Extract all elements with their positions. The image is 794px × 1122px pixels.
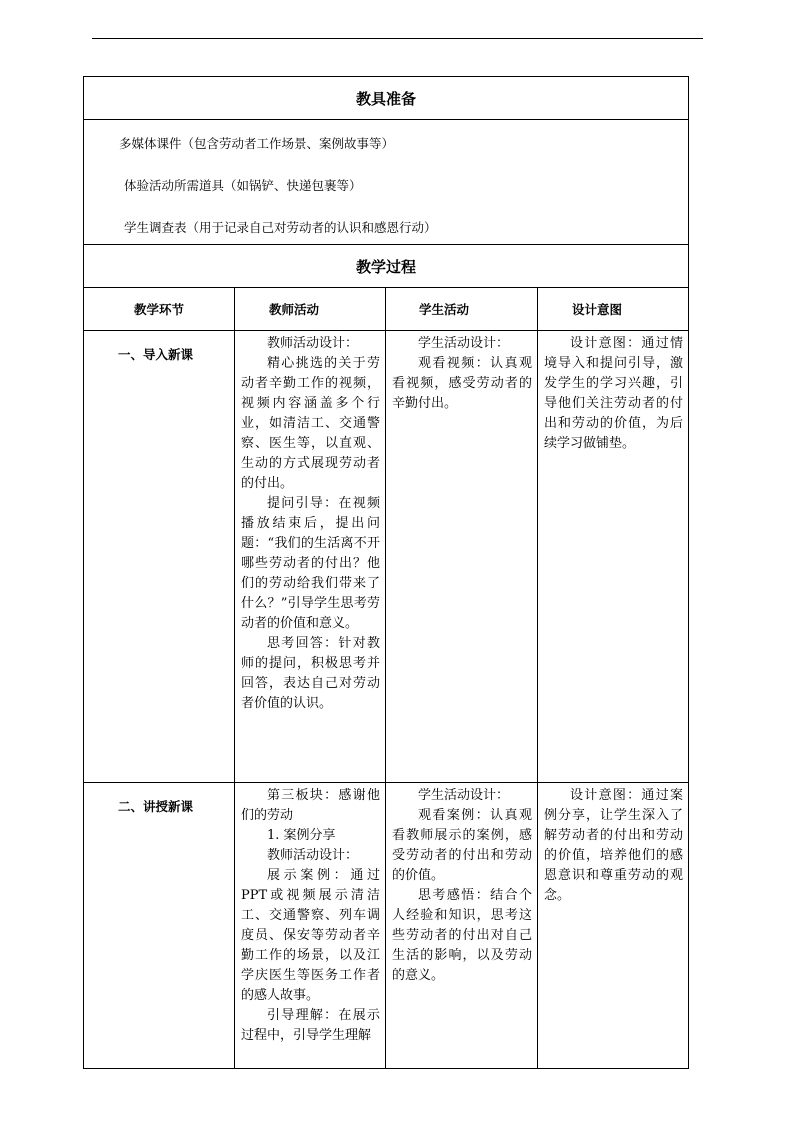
- paragraph: 教师活动设计：: [267, 336, 359, 351]
- col-header-student-label: 学生活动: [419, 302, 470, 317]
- teacher-activity-new: [235, 783, 386, 1069]
- stage-new: 二、讲授新课: [84, 783, 235, 1069]
- teacher-activity-intro: [235, 331, 386, 783]
- header-rule: [92, 38, 703, 39]
- table-row: [84, 331, 689, 783]
- col-header-teacher: [235, 288, 386, 331]
- prep-item-multimedia: 多媒体课件（包含劳动者工作场景、案例故事等）: [119, 136, 395, 151]
- paragraph: 精心挑选的关于劳动者辛勤工作的视频，视频内容涵盖多个行业，如清洁工、交通警察、医生等，以直观、生动的方式展现劳动者的付出。: [241, 356, 380, 491]
- col-header-stage: [84, 288, 235, 331]
- col-header-intent-label: 设计意图: [572, 302, 623, 317]
- paragraph: 观看案例：认真观看教师展示的案例，感受劳动者的付出和劳动的价值。: [392, 808, 532, 883]
- paragraph: 学生活动设计：: [418, 788, 510, 803]
- paragraph: 思考感悟：结合个人经验和知识，思考这些劳动者的付出对自己生活的影响，以及劳动的意义。: [392, 888, 532, 983]
- paragraph: 展示案例：通过PPT或视频展示清洁工、交通警察、列车调度员、保安等劳动者辛勤工作的场景，以及江学庆医生等医务工作者的感人故事。: [241, 868, 380, 1003]
- paragraph: 1. 案例分享: [267, 828, 336, 843]
- col-header-student: [386, 288, 538, 331]
- prep-title: 教具准备: [84, 77, 689, 120]
- paragraph: 思考回答：针对教师的提问，积极思考并回答，表达自己对劳动者价值的认识。: [241, 636, 380, 711]
- prep-item-props: 体验活动所需道具（如锅铲、快递包裹等）: [124, 178, 362, 193]
- paragraph: 设计意图：通过案例分享，让学生深入了解劳动者的付出和劳动的价值，培养他们的感恩意识和尊重劳动的观念。: [544, 788, 684, 903]
- prep-item-survey: 学生调查表（用于记录自己对劳动者的认识和感恩行动）: [124, 220, 437, 235]
- col-header-stage-label: 教学环节: [134, 302, 185, 317]
- design-intent-intro: [538, 331, 689, 783]
- paragraph: 观看视频：认真观看视频，感受劳动者的辛勤付出。: [392, 356, 532, 411]
- paragraph: 设计意图：通过情境导入和提问引导，激发学生的学习兴趣，引导他们关注劳动者的付出和劳动的价值，为后续学习做铺垫。: [544, 336, 684, 451]
- col-header-teacher-label: 教师活动: [269, 302, 320, 317]
- paragraph: 引导理解：在展示过程中，引导学生理解: [241, 1008, 380, 1043]
- paragraph: 教师活动设计：: [267, 848, 359, 863]
- paragraph: 第三板块：感谢他们的劳动: [241, 788, 380, 823]
- prep-list: [84, 120, 689, 245]
- student-activity-intro: [386, 331, 538, 783]
- paragraph: 学生活动设计：: [418, 336, 510, 351]
- col-header-intent: [538, 288, 689, 331]
- design-intent-new: [538, 783, 689, 1069]
- paragraph: 提问引导：在视频播放结束后，提出问题：“我们的生活离不开哪些劳动者的付出？他们的劳动给我们带来了什么？”引导学生思考劳动者的价值和意义。: [241, 496, 380, 631]
- lesson-plan-table: [83, 76, 689, 1069]
- process-title: 教学过程: [84, 245, 689, 288]
- stage-intro: 一、导入新课: [84, 331, 235, 783]
- student-activity-new: [386, 783, 538, 1069]
- table-row: [84, 783, 689, 1069]
